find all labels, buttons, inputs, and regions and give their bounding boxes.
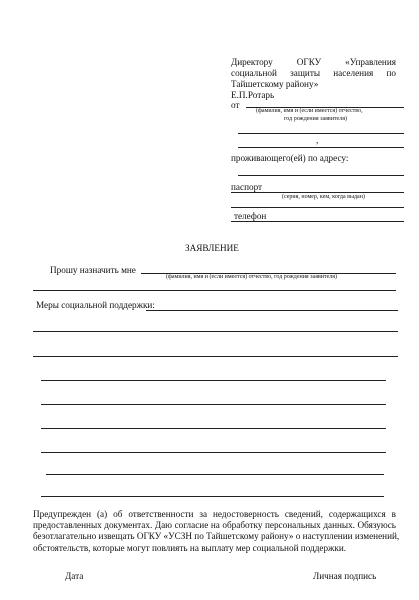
measures-line-8[interactable] [41,496,384,497]
request-label: Прошу назначить мне [50,265,136,275]
addressee-line-1: Директору ОГКУ «Управления [231,57,396,67]
residing-label: проживающего(ей) по адресу: [231,153,349,163]
measures-line-0[interactable] [146,310,398,311]
measures-line-7[interactable] [46,474,384,475]
address-line-1[interactable] [238,175,404,176]
warning-line-4: обстоятельств, которые могут повлиять на выплату мер социальной поддержки. [33,542,347,553]
signature-label: Личная подпись [313,571,377,581]
date-label: Дата [65,571,84,581]
document-title: ЗАЯВЛЕНИЕ [185,243,239,253]
warning-paragraph [33,509,400,554]
passport-line-1[interactable] [231,192,404,193]
passport-label: паспорт [231,182,263,192]
warning-line-1: Предупрежден (а) об ответственности за недостоверность сведений, содержащихся в [33,509,396,519]
addressee-line-2: социальной защиты населения по [231,68,396,78]
request-hint: (фамилия, имя и (если имеется) отчество, год рождения заявителя) [166,274,338,280]
warning-line-2: предоставленных документах. Даю согласие на обработку персональных данных. Обязуюсь [33,520,396,531]
measures-line-1[interactable] [33,331,398,332]
from-hint-2: год рождения заявителя) [284,116,347,122]
from-line-3[interactable] [238,147,404,148]
comma-mark: , [316,135,319,145]
addressee-line-3: Тайшетскому району» [231,79,319,89]
warning-line-3: безотлагательно извещать ОГКУ «УСЗН по Тайшетскому району» о наступлении изменений, [33,531,400,542]
from-hint-1: (фамилия, имя и (если имеется) отчество, [256,108,363,114]
addressee-line-4: Е.П.Ротарь [231,90,275,100]
measures-line-5[interactable] [41,428,386,429]
request-line-2[interactable] [33,290,396,291]
phone-label: телефон [234,211,267,221]
measures-line-6[interactable] [41,452,386,453]
measures-line-4[interactable] [41,404,386,405]
from-line-2[interactable] [238,133,404,134]
measures-line-2[interactable] [33,356,398,357]
passport-hint: (серия, номер, кем, когда выдан) [282,194,365,200]
measures-label: Меры социальной поддержки: [36,300,155,310]
passport-line-2[interactable] [231,207,404,208]
phone-line[interactable] [231,221,404,222]
from-label: от [231,100,240,110]
measures-line-3[interactable] [41,380,386,381]
